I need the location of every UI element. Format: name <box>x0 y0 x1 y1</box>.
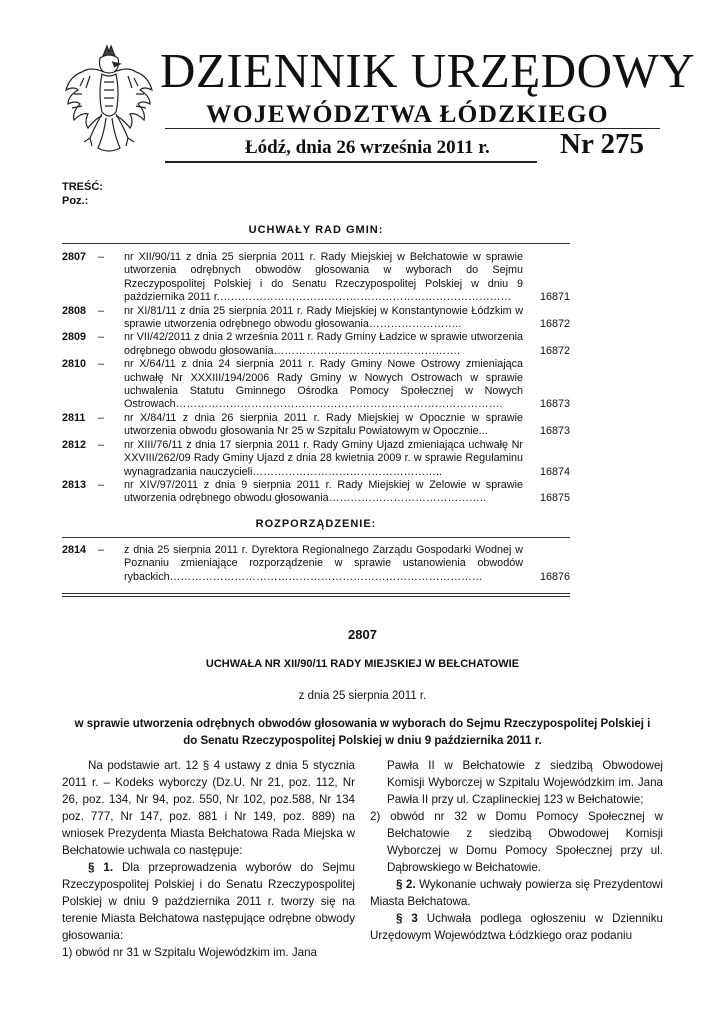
position-label: Poz.: <box>62 195 89 207</box>
section-rule <box>62 537 570 538</box>
contents-heading <box>62 180 103 208</box>
contents-entry-number: 2811 <box>62 411 86 424</box>
act-preamble: Na podstawie art. 12 § 4 ustawy z dnia 5 stycznia 2011 r. – Kodeks wyborczy (Dz.U. Nr 21, poz. 112, Nr 26, poz. 134, Nr 94, poz. 550, Nr 102, poz.588, Nr 134 poz. 777, Nr 147, poz. 881 i Nr 149, poz. 889) na wniosek Prezydenta Miasta Bełchatowa Rada Miejska w Bełchatowie uchwala co następuje: <box>62 759 355 857</box>
contents-entry-text: nr VII/42/2011 z dnia 2 września 2011 r. Rady Gminy Ładzice w sprawie utworzenia odrębnego obwodu głosowania……………………………………………. <box>124 331 523 357</box>
contents-entry <box>62 331 570 358</box>
paragraph-1-text: Dla przeprowadzenia wyborów do Sejmu Rzeczypospolitej Polskiej i do Senatu Rzeczypospolitej Polskiej w dniu 9 października 2011 r. tworzy się na terenie Miasta Bełchatowa następujące odrębne obwody głosowania: <box>62 861 355 942</box>
masthead-rule-bottom <box>165 161 537 163</box>
contents-list-regulation <box>62 544 570 584</box>
contents-entry-page: 16875 <box>539 492 570 505</box>
contents-entry-text: z dnia 25 sierpnia 2011 r. Dyrektora Regionalnego Zarządu Gospodarki Wodnej w Poznaniu zmieniające rozporządzenie w sprawie ustanowienia obwodów rybackich…………………………………………………………………………… <box>124 544 523 583</box>
contents-entry-dash: – <box>98 411 105 424</box>
contents-entry <box>62 479 570 506</box>
contents-entry <box>62 412 570 439</box>
contents-list-resolutions <box>62 251 570 506</box>
contents-entry-number: 2810 <box>62 358 87 371</box>
contents-entry-dash: – <box>98 544 105 556</box>
contents-entry-text: nr XI/81/11 z dnia 25 sierpnia 2011 r. Rady Miejskiej w Konstantynowie Łódzkim w sprawie utworzenia odrębnego obwodu głosowania…………………….. <box>124 304 523 331</box>
contents-entry-page: 16876 <box>539 570 570 583</box>
paragraph-1 <box>62 859 355 944</box>
contents-entry <box>62 544 570 584</box>
contents-entry-text: nr XII/90/11 z dnia 25 sierpnia 2011 r. Rady Miejskiej w Bełchatowie w sprawie utworzenia odrębnych obwodów głosowania w wyborach do Sejmu Rzeczypospolitej Polskiej i do Senatu Rzeczypospolitej Polskiej w dniu 9 października 2011 r.……………………………………………………………………… <box>124 251 523 304</box>
gazette-subtitle: WOJEWÓDZTWA ŁÓDZKIEGO <box>206 99 609 128</box>
contents-entry-dash: – <box>98 304 105 317</box>
contents-entry-page: 16872 <box>539 318 570 331</box>
list-item-1-continuation: Pawła II w Bełchatowie z siedzibą Obwodowej Komisji Wyborczej w Szpitalu Wojewódzkim im. Jana Pawła II przy ul. Czaplineckiej 123 w Bełchatowie; <box>387 759 663 806</box>
act-subject: w sprawie utworzenia odrębnych obwodów głosowania w wyborach do Sejmu Rzeczypospolitej Polskiej i do Senatu Rzeczypospolitej Polskiej w dniu 9 października 2011 r. <box>74 718 651 747</box>
act-title: UCHWAŁA NR XII/90/11 RADY MIEJSKIEJ W BEŁCHATOWIE <box>205 658 520 670</box>
contents-entry-page: 16871 <box>539 291 570 304</box>
contents-entry-text: nr XIII/76/11 z dnia 17 sierpnia 2011 r. Rady Gminy Ujazd zmieniająca uchwałę Nr XXVIII/262/09 Rady Gminy Ujazd z dnia 28 kwietnia 2009 r. w sprawie Regulaminu wynagradzania nauczycieli…………………………………………….. <box>124 438 523 478</box>
section-rule <box>62 243 570 244</box>
contents-entry <box>62 305 570 332</box>
contents-entry-number: 2808 <box>62 304 87 317</box>
contents-entry-dash: – <box>98 331 105 344</box>
paragraph-3-text: Uchwała podlega ogłoszeniu w Dzienniku Urzędowym Województwa Łódzkiego oraz podaniu <box>370 912 663 942</box>
contents-entry <box>62 439 570 479</box>
contents-entry-number: 2807 <box>62 251 87 263</box>
paragraph-1-label: § 1. <box>88 861 114 874</box>
paragraph-2-text: Wykonanie uchwały powierza się Prezydentowi Miasta Bełchatowa. <box>370 878 663 908</box>
contents-entry-page: 16873 <box>539 425 570 438</box>
contents-entry-text: nr XIV/97/2011 z dnia 9 sierpnia 2011 r. Rady Miejskiej w Zelowie w sprawie utworzenia odrębnego obwodu głosowania…………………………………….. <box>124 478 523 505</box>
paragraph-2-label: § 2. <box>396 878 416 891</box>
act-column-right <box>370 757 663 944</box>
contents-end-rule <box>62 593 570 594</box>
contents-entry-dash: – <box>98 438 105 451</box>
list-item-2: 2) obwód nr 32 w Domu Pomocy Społecznej w Bełchatowie z siedzibą Obwodowej Komisji Wyborczej w Domu Pomocy Społecznej przy ul. Dąbrowskiego w Bełchatowie. <box>370 810 663 874</box>
list-item-1: 1) obwód nr 31 w Szpitalu Wojewódzkim im. Jana <box>62 946 317 959</box>
contents-entry-text: nr X/84/11 z dnia 26 sierpnia 2011 r. Rady Miejskiej w Opocznie w sprawie utworzenia obwodu głosowania Nr 25 w Szpitalu Powiatowym w Opocznie... <box>124 411 523 438</box>
contents-end-rule <box>62 596 570 597</box>
contents-entry-number: 2809 <box>62 331 87 344</box>
contents-label: TREŚĆ: <box>62 181 103 193</box>
paragraph-3-label: § 3 <box>396 912 418 925</box>
contents-entry <box>62 251 570 305</box>
act-date: z dnia 25 sierpnia 2011 r. <box>298 690 427 702</box>
contents-entry-dash: – <box>98 251 105 263</box>
issue-number: Nr 275 <box>560 128 645 160</box>
contents-entry-number: 2814 <box>62 544 87 556</box>
contents-entry <box>62 358 570 412</box>
contents-entry-page: 16873 <box>539 398 570 411</box>
contents-entry-number: 2812 <box>62 438 87 451</box>
contents-entry-page: 16872 <box>539 344 570 357</box>
white-eagle-emblem-icon <box>60 42 158 160</box>
paragraph-3 <box>370 910 663 944</box>
contents-entry-dash: – <box>98 358 105 371</box>
section-heading-resolutions: UCHWAŁY RAD GMIN: <box>248 224 384 236</box>
section-heading-regulation: ROZPORZĄDZENIE: <box>255 518 377 530</box>
paragraph-2 <box>370 876 663 910</box>
contents-entry-dash: – <box>98 478 105 491</box>
contents-entry-page: 16874 <box>539 465 570 478</box>
issue-date: Łódź, dnia 26 września 2011 r. <box>245 137 490 158</box>
act-column-left <box>62 757 355 961</box>
gazette-title: DZIENNIK URZĘDOWY <box>160 43 696 98</box>
contents-entry-number: 2813 <box>62 478 87 491</box>
contents-entry-text: nr X/64/11 z dnia 24 sierpnia 2011 r. Rady Gminy Nowe Ostrowy zmieniająca uchwałę Nr XXXIII/194/2006 Rady Gminy w Nowych Ostrowach w sprawie uchwalenia Statutu Gminnego Ośrodka Pomocy Społecznej w Nowych Ostrowach………………………………………………………………………………. <box>124 358 523 411</box>
act-position-number: 2807 <box>348 627 377 642</box>
